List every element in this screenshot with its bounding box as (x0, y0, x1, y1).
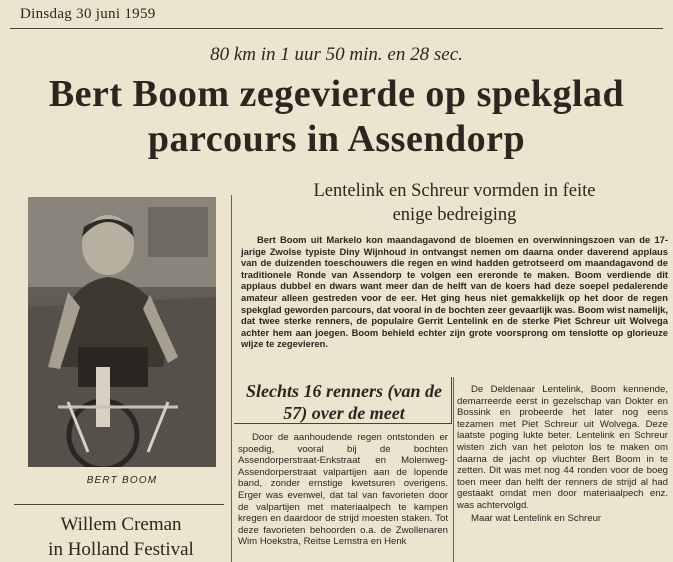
lead-paragraph: Bert Boom uit Markelo kon maandagavond de bloemen en overwinningszoen van de 17-jarige Zwolse typiste Diny Wijnhoud in ontvangst nemen om daarna onder daverend applaus van de duizenden toeschouwers die regen en wind hadden getrotseerd om maandagavond de traditionele Ronde van Assendorp te volgen een ereronde te maken. Boom verdiende dit applaus dubbel en dwars want meer dan de helft van de koers had deze soepel pedalerende amateur alleen gestreden voor de eer. Het ging heus niet gemakkelijk op het door de regen spekglad geworden parcours, dat vooral in de bochten zeer gevaarlijk was. Boom wist namelijk, dat twee sterke renners, de populaire Gerrit Lentelink en de sterke Piet Schreur uit Wolvega achter hem aan joegen. Boom behield echter zijn grote voorsprong om tenslotte op glorieuze wijze te zegevieren. (241, 234, 668, 350)
intertitle-line-1: Slechts 16 renners (van de (245, 381, 442, 401)
body-column-middle (238, 432, 448, 548)
kicker: 80 km in 1 uur 50 min. en 28 sec. (210, 44, 463, 65)
dateline: Dinsdag 30 juni 1959 (20, 6, 156, 22)
body-paragraph: De Deldenaar Lentelink, Boom kennende, demarreerde eerst in gezelschap van Dokter en Bossink en probeerde het later nog eens tezamen met Piet Schreur uit Wolvega. Deze laatste poging lukte beter. Lentelink en Schreur wisten zich van het peloton los te maken om daarna de jacht op vluchter Bert Boom in te zetten. Dit was met nog 44 ronden voor de boeg toen meer dan helft der renners de strijd al had gestaakt omdat men door materiaalpech enz. was achtervolgd. (457, 384, 668, 511)
headline-line-1: Bert Boom zegevierde op spekglad (48, 73, 625, 115)
body-paragraph: Maar wat Lentelink en Schreur (471, 512, 602, 524)
left-story-headline-line-1: Willem Creman (60, 514, 182, 535)
subheadline-line-1: Lentelink en Schreur vormden in feite (313, 181, 596, 201)
body-paragraph: Door de aanhoudende regen ontstonden er spoedig, vooral bij de bochten Assendorperstraat-Enkstraat en Molenweg-Assendorperstraat valpartijen aan de lopende band, zonder ernstige kwetsuren overigens. Erger was evenwel, dat tal van favorieten door de valpartijen met materiaalpech te kampen kregen en daardoor de strijd moesten staken. Tot deze favorieten behoorden o.a. de Zwollenaren Wim Hoekstra, Reitse Lemstra en Henk (238, 432, 448, 548)
rider-photo (28, 197, 216, 467)
left-story-headline (16, 512, 226, 562)
headline-line-2: parcours in Assendorp (147, 118, 526, 160)
left-column-rule (14, 504, 224, 505)
column-divider-right (453, 377, 454, 562)
subheadline-line-2: enige bedreiging (392, 205, 517, 225)
body-column-right (457, 384, 668, 524)
column-divider (231, 195, 232, 562)
header-rule (10, 28, 663, 29)
rider-photo-illustration (28, 197, 216, 467)
photo-caption: BERT BOOM (86, 475, 158, 486)
left-story-headline-line-2: in Holland Festival (48, 539, 194, 560)
headline (0, 72, 673, 162)
intertitle-line-2: 57) over de meet (283, 403, 405, 423)
intertitle (240, 380, 448, 424)
subheadline (236, 179, 673, 227)
